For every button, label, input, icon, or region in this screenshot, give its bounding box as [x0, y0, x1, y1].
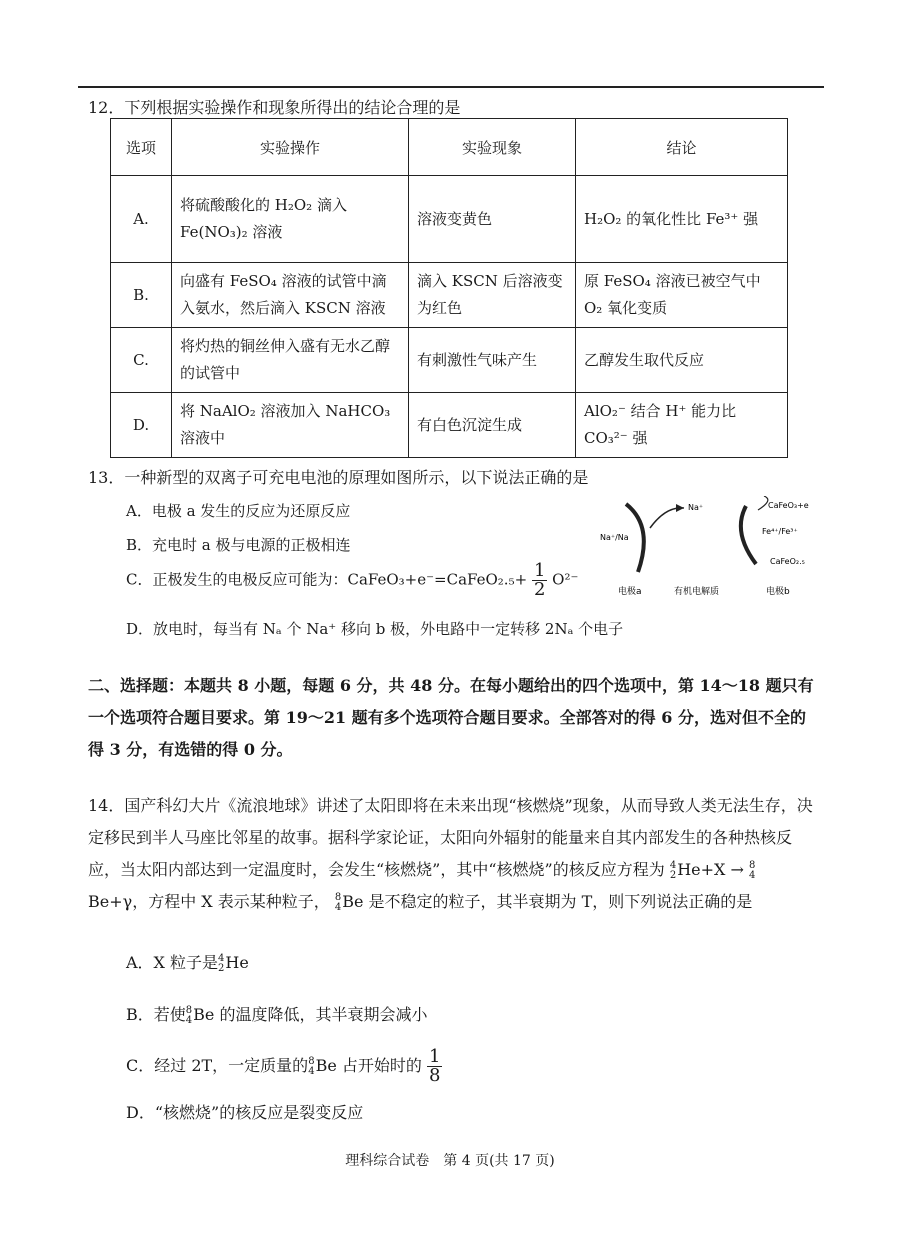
beryllium-nuclide-notation — [335, 893, 341, 913]
charge-number: 4 — [334, 901, 342, 913]
question-12-title: 12．下列根据实验操作和现象所得出的结论合理的是 — [88, 98, 461, 117]
mass-number: 8 — [185, 1004, 193, 1016]
beryllium-nuclide-notation — [308, 1057, 314, 1077]
charge-number: 4 — [308, 1065, 315, 1077]
row-option: A. — [111, 176, 172, 263]
q14-option-c-rest: Be 占开始时的 — [315, 1056, 422, 1075]
cafeo25-label: CaFeO₂.₅ — [770, 557, 805, 566]
q14-equation-right: Be+γ，方程中 X 表示某种粒子， — [88, 892, 330, 911]
q14-option-b-rest: Be 的温度降低，其半衰期会减小 — [193, 1005, 428, 1024]
electrode-b-arc — [741, 506, 756, 564]
fraction-one-eighth — [427, 1048, 442, 1085]
beryllium-nuclide-notation — [186, 1006, 192, 1026]
header-option: 选项 — [111, 119, 172, 176]
q14-option-c-text: C．经过 2T，一定质量的 — [126, 1056, 309, 1075]
charge-number: 2 — [669, 869, 677, 881]
fe-couple-label: Fe⁴⁺/Fe³⁺ — [762, 527, 798, 536]
table-header-row — [111, 119, 788, 176]
row-conclusion: AlO₂⁻ 结合 H⁺ 能力比 CO₃²⁻ 强 — [576, 393, 788, 458]
fraction-numerator: 1 — [428, 1046, 441, 1067]
row-operation: 将灼热的铜丝伸入盛有无水乙醇的试管中 — [172, 328, 409, 393]
reaction-arrow-icon — [758, 496, 768, 510]
q13-option-b: B．充电时 a 极与电源的正极相连 — [126, 536, 351, 554]
q13-option-a: A．电极 a 发生的反应为还原反应 — [126, 502, 351, 520]
charge-number: 4 — [749, 869, 756, 881]
q13-option-c — [126, 562, 578, 599]
q14-option-d: D．“核燃烧”的核反应是裂变反应 — [126, 1103, 364, 1122]
q14-option-c — [126, 1048, 442, 1085]
mass-number: 4 — [669, 859, 677, 871]
battery-diagram — [596, 496, 814, 600]
row-conclusion: 原 FeSO₄ 溶液已被空气中 O₂ 氧化变质 — [576, 263, 788, 328]
na-ion-label: Na⁺ — [688, 503, 704, 512]
charge-number: 4 — [185, 1014, 193, 1026]
question-14-stem — [88, 790, 816, 918]
table-row — [111, 393, 788, 458]
header-phenomenon: 实验现象 — [409, 119, 576, 176]
row-conclusion: H₂O₂ 的氧化性比 Fe³⁺ 强 — [576, 176, 788, 263]
fraction-one-half — [532, 562, 547, 599]
row-operation: 将 NaAlO₂ 溶液加入 NaHCO₃ 溶液中 — [172, 393, 409, 458]
table-row — [111, 328, 788, 393]
charge-number: 2 — [218, 962, 225, 974]
q13-option-c-ion: O²⁻ — [552, 570, 579, 589]
question-13-title: 13．一种新型的双离子可充电电池的原理如图所示，以下说法正确的是 — [88, 468, 589, 487]
header-operation: 实验操作 — [172, 119, 409, 176]
row-conclusion: 乙醇发生取代反应 — [576, 328, 788, 393]
row-option: B. — [111, 263, 172, 328]
q13-option-c-text: C．正极发生的电极反应可能为：CaFeO₃+e⁻=CaFeO₂.₅+ — [126, 570, 528, 589]
row-phenomenon: 溶液变黄色 — [409, 176, 576, 263]
section-2-instructions: 二、选择题：本题共 8 小题，每题 6 分，共 48 分。在每小题给出的四个选项中，第 14～18 题只有一个选项符合题目要求。第 19～21 题有多个选项符合题目要求。全部答对的得 6 分，选对但不全的得 3 分，有选错的得 0 分。 — [88, 676, 814, 759]
q14-option-a — [126, 950, 249, 974]
mass-number: 8 — [308, 1055, 315, 1067]
na-na-couple-label: Na⁺/Na — [600, 533, 629, 542]
page-footer: 理科综合试卷 第 4 页(共 17 页) — [345, 1153, 555, 1169]
electrolyte-label: 有机电解质 — [674, 587, 720, 597]
helium-nuclide-notation — [670, 861, 676, 881]
row-operation: 向盛有 FeSO₄ 溶液的试管中滴入氨水，然后滴入 KSCN 溶液 — [172, 263, 409, 328]
table-row — [111, 176, 788, 263]
q14-equation-left: He+X → — [677, 860, 749, 879]
beryllium-nuclide-notation — [749, 861, 755, 881]
fraction-denominator: 2 — [533, 579, 546, 600]
row-phenomenon: 有白色沉淀生成 — [409, 393, 576, 458]
electrode-b-label: 电极b — [766, 587, 790, 597]
row-option: C. — [111, 328, 172, 393]
row-phenomenon: 滴入 KSCN 后溶液变为红色 — [409, 263, 576, 328]
cafeo3-label: CaFeO₃+e — [768, 501, 809, 510]
mass-number: 8 — [749, 859, 756, 871]
mass-number: 4 — [218, 952, 225, 964]
q14-stem-part2: Be 是不稳定的粒子，其半衰期为 T，则下列说法正确的是 — [342, 892, 753, 911]
header-conclusion: 结论 — [576, 119, 788, 176]
experiment-table — [110, 118, 788, 458]
electrode-a-label: 电极a — [618, 587, 642, 597]
top-rule — [78, 86, 824, 88]
q14-option-b-text: B．若使 — [126, 1005, 186, 1024]
row-operation: 将硫酸酸化的 H₂O₂ 滴入 Fe(NO₃)₂ 溶液 — [172, 176, 409, 263]
fraction-numerator: 1 — [533, 560, 546, 581]
row-phenomenon: 有刺激性气味产生 — [409, 328, 576, 393]
helium-nuclide-notation — [218, 954, 224, 974]
q14-option-a-text: A．X 粒子是 — [126, 953, 219, 972]
q14-option-a-symbol: He — [225, 953, 249, 972]
mass-number: 8 — [334, 891, 342, 903]
table-row — [111, 263, 788, 328]
q13-option-d: D．放电时，每当有 Nₐ 个 Na⁺ 移向 b 极，外电路中一定转移 2Nₐ 个电子 — [126, 620, 624, 638]
na-ion-arrow — [650, 508, 684, 528]
fraction-denominator: 8 — [428, 1065, 441, 1086]
q14-stem-part1: 14．国产科幻大片《流浪地球》讲述了太阳即将在未来出现“核燃烧”现象，从而导致人类无法生存，决定移民到半人马座比邻星的故事。据科学家论证，太阳向外辐射的能量来自其内部发生的各种热核反应，当太阳内部达到一定温度时，会发生“核燃烧”，其中“核燃烧”的核反应方程为 — [88, 796, 813, 879]
row-option: D. — [111, 393, 172, 458]
q14-option-b — [126, 1002, 427, 1026]
arrow-head-icon — [676, 504, 684, 512]
